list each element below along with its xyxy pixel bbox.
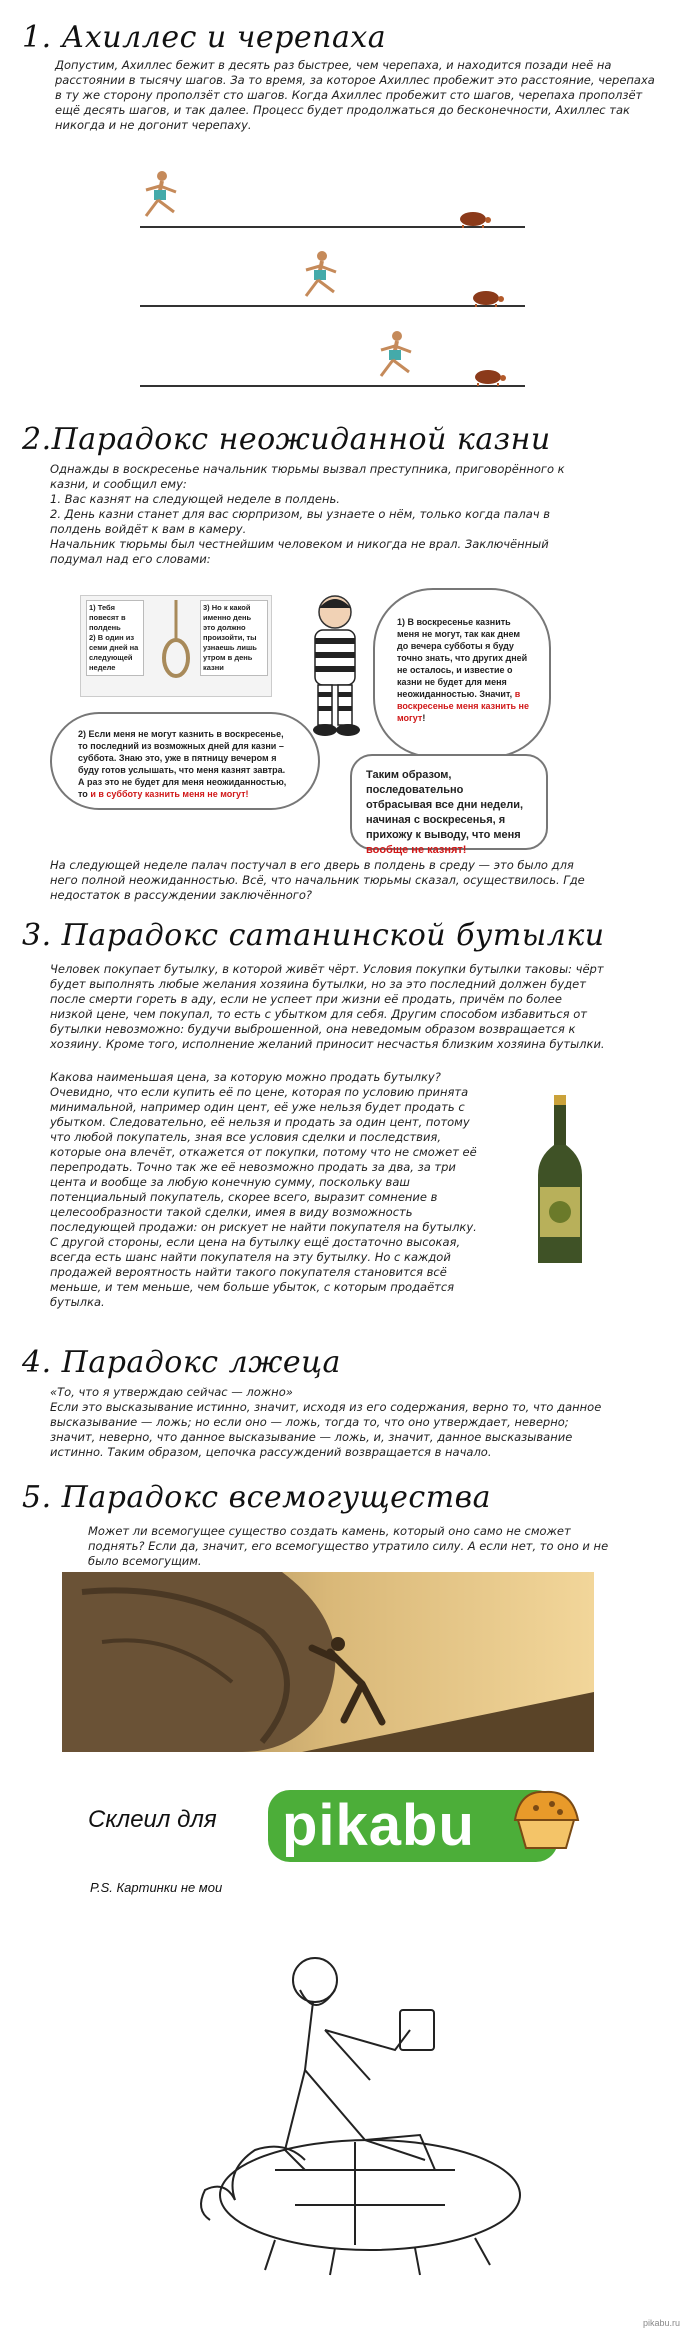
prisoner-icon — [290, 590, 380, 740]
note-1-text: 1) Тебя повесят в полдень — [89, 603, 126, 632]
achilles-on-turtle-sketch — [195, 1920, 535, 2280]
pikabu-logo-text: pikabu — [282, 1793, 475, 1858]
ps-note: P.S. Картинки не мои — [90, 1880, 223, 1895]
cupcake-icon — [500, 1780, 590, 1852]
achilles-runner-icon — [140, 168, 200, 228]
section-2-text — [50, 462, 595, 567]
note-1 — [86, 600, 144, 676]
bubble-right-red: в воскресенье меня казнить не могут — [397, 689, 529, 723]
boulder-photo — [62, 1572, 594, 1752]
text-line: Если это высказывание истинно, значит, исходя из его содержания, верно то, что данное высказывание — ложь; но если оно — ложь, тогда то, что оно утверждает, неверно; значит, неверно, что данное высказывание — ложь, и, значит, данное высказывание истинно. Таким образом, цепочка рассуждений возвращается в начало. — [50, 1400, 602, 1459]
speech-bubble-bottom — [350, 754, 548, 856]
section-3-title: 3. Парадокс сатанинской бутылки — [22, 918, 605, 953]
section-3-text-1: Человек покупает бутылку, в которой живёт чёрт. Условия покупки бутылки таковы: чёрт будет выполнять любые желания хозяина бутылки, но за это последний должен будет после смерти гореть в аду, если не успеет при жизни её продать, причём по более низкой цене, чем покупал, то есть с убытком для себя. Другим способом избавиться от бутылки невозможно: будучи выброшенной, она неведомым образом возвращается к хозяину. Кроме того, исполнение желаний приносит несчастья близким хозяина бутылки. — [50, 962, 605, 1051]
section-2-after-text: На следующей неделе палач постучал в его дверь в полдень в среду — это было для него полной неожиданностью. Всё, что начальник тюрьмы сказал, осуществилось. Где недостаток в рассуждении заключённого? — [50, 858, 585, 902]
watermark: pikabu.ru — [643, 2318, 681, 2328]
text-line: 1. Вас казнят на следующей неделе в полдень. — [50, 492, 340, 506]
section-1-title: 1. Ахиллес и черепаха — [22, 20, 387, 55]
section-5-text: Может ли всемогущее существо создать камень, который оно само не сможет поднять? Если да, значит, его всемогущество утратило силу. А если нет, то оно и не было всемогущим. — [88, 1524, 609, 1568]
bottle-icon — [530, 1095, 590, 1265]
text-line: Начальник тюрьмы был честнейшим человеком и никогда не врал. Заключённый подумал над его словами: — [50, 537, 549, 566]
text-line: «То, что я утверждаю сейчас — ложно» — [50, 1385, 293, 1399]
thought-bubble-left — [50, 712, 320, 810]
note-3: 3) Но к какой именно день это должно произойти, ты узнаешь лишь утром в день казни — [200, 600, 268, 676]
turtle-icon — [455, 208, 495, 228]
section-1-text: Допустим, Ахиллес бежит в десять раз быстрее, чем черепаха, и находится позади неё на расстоянии в тысячу шагов. За то время, за которое Ахиллес пробежит это расстояние, черепаха в ту же сторону проползёт сто шагов. Когда Ахиллес пробежит сто шагов, черепаха проползёт ещё десять шагов, и так далее. Процесс будет продолжаться до бесконечности, Ахиллес так никогда и не догонит черепаху. — [55, 58, 655, 132]
text-line: Однажды в воскресенье начальник тюрьмы вызвал преступника, приговорённого к казни, и сообщил ему: — [50, 462, 565, 491]
bubble-left-text: 2) Если меня не могут казнить в воскресенье, то последний из возможных дней для казни – суббота. Знаю это, уже в пятницу вечером я буду готов услышать, что меня казнят завтра. А раз это не будет для меня неожиданностью, то — [78, 729, 287, 799]
turtle-icon — [468, 287, 508, 307]
section-4-title: 4. Парадокс лжеца — [22, 1345, 341, 1380]
turtle-icon — [470, 366, 510, 386]
bubble-bottom-text: Таким образом, последовательно отбрасывая все дни недели, начиная с воскресенья, я прихожу к выводу, что меня — [366, 769, 524, 841]
text-line: 2. День казни станет для вас сюрпризом, вы узнаете о нём, только когда палач в полдень войдёт к вам в камеру. — [50, 507, 550, 536]
section-3-text-2: Какова наименьшая цена, за которую можно продать бутылку? Очевидно, что если купить её по цене, которая по условию принята минимальной, например один цент, её уже нельзя будет продать с убытком. Следовательно, её нельзя и продать за один цент, потому что любой покупатель, зная все условия сделки и последствия, которые она влечёт, откажется от покупки, потому что не сможет её перепродать. Точно так же её невозможно продать за два, за три цента и вообще за любую конечную сумму, поскольку ваш потенциальный покупатель, скорее всего, выразит сомнение в целесообразности такой сделки, имея в виду возможность последующей продажи: он рискует не найти покупателя на бутылку. С другой стороны, если цена на бутылку ещё достаточно высокая, всегда есть шанс найти покупателя на эту бутылку. Но с каждой продажей вероятность найти такого покупателя становится всё меньше, и тем меньше, чем больше убыток, с которым продаётся бутылка. — [50, 1070, 477, 1309]
achilles-runner-icon — [300, 248, 360, 308]
note-2-text: 2) В один из семи дней на следующей неделе — [89, 633, 139, 672]
section-5-title: 5. Парадокс всемогущества — [22, 1480, 492, 1515]
bubble-right-text: 1) В воскресенье казнить меня не могут, так как днем до вечера субботы я буду точно знать, что других дней не осталось, и известие о казни не будет для меня неожиданностью. Значит, — [397, 617, 528, 699]
bubble-bottom-red: вообще не казнят! — [366, 844, 467, 856]
section-2-title: 2.Парадокс неожиданной казни — [22, 422, 551, 457]
made-for-label: Склеил для — [88, 1806, 217, 1833]
thought-bubble-right: 1) В воскресенье казнить меня не могут, так как днем до вечера субботы я буду точно знать, что других дней не осталось, и известие о казни не будет для меня неожиданностью. Значит, в воскресенье меня казнить не могут! — [373, 588, 551, 758]
section-4-text — [50, 1385, 610, 1460]
noose-icon — [156, 600, 196, 680]
achilles-runner-icon — [375, 328, 435, 388]
bubble-left-red: и в субботу казнить меня не могут! — [90, 789, 249, 799]
